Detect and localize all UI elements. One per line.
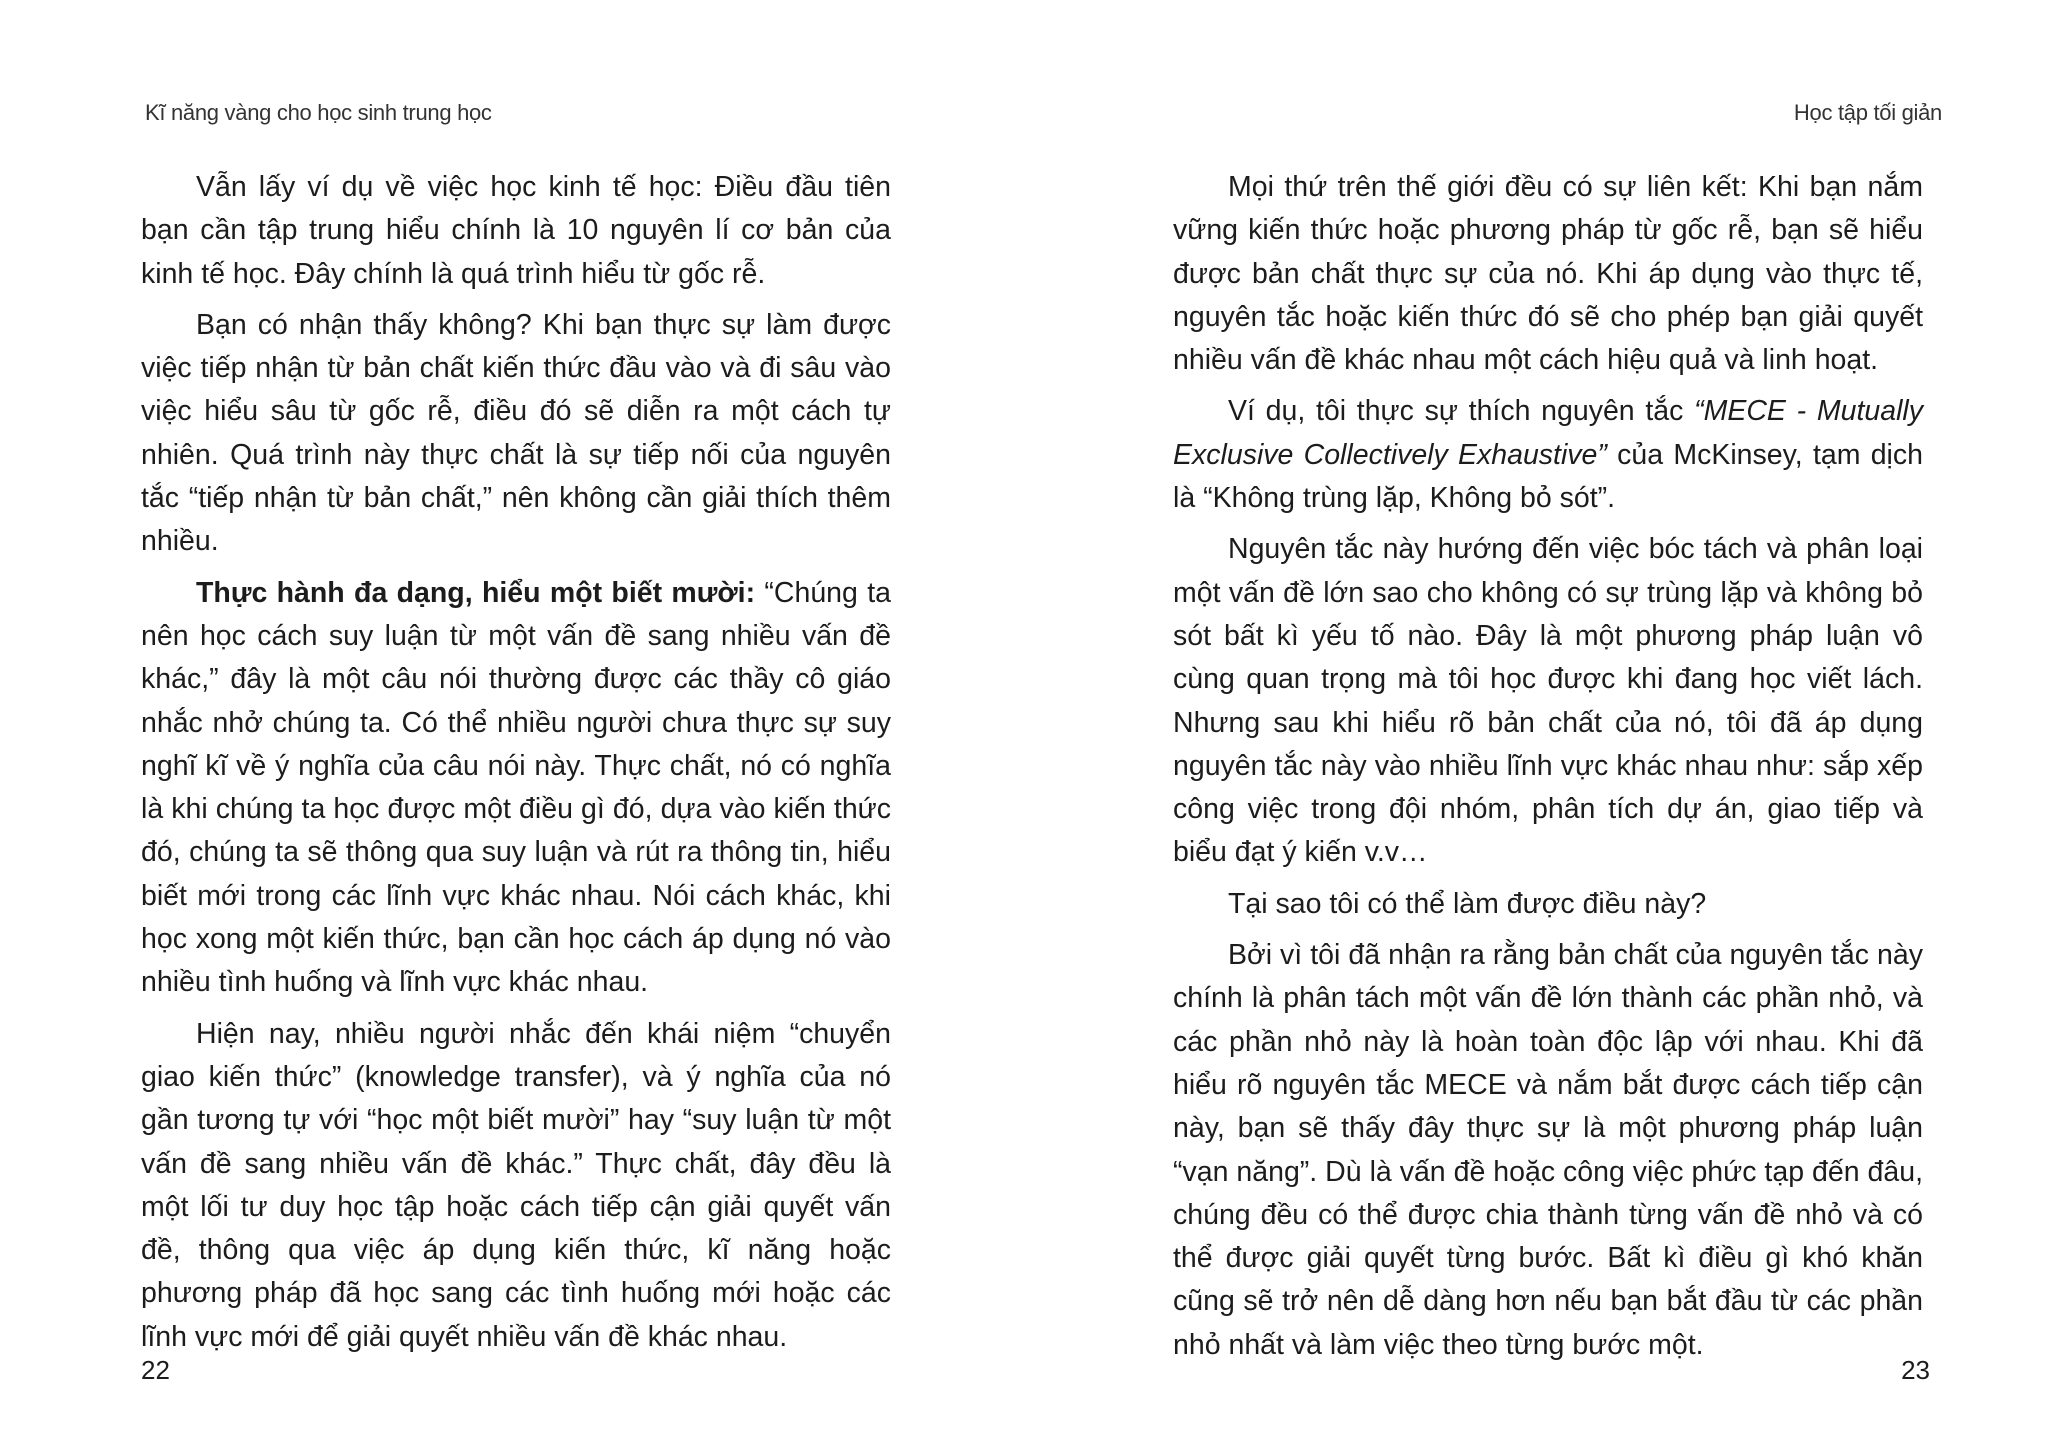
paragraph-bold-lead: Thực hành đa dạng, hiểu một biết mười: [196, 576, 756, 609]
paragraph: Tại sao tôi có thể làm được điều này? [1228, 887, 1707, 920]
running-head-right: Học tập tối giản [1793, 100, 1942, 125]
paragraph-italic-term: “MECE - Mutually Exclusive Collectively Exhaustive” [1173, 395, 1923, 471]
paragraph: Nguyên tắc này hướng đến việc bóc tách và phân loại một vấn đề lớn sao cho không có sự trùng lặp và không bỏ sót bất kì yếu tố nào. Đây là một phương pháp luận vô cùng quan trọng mà tôi học được khi đang học viết lách. Nhưng sau khi hiểu rõ bản chất của nó, tôi đã áp dụng nguyên tắc này vào nhiều lĩnh vực khác nhau như: sắp xếp công việc trong đội nhóm, phân tích dự án, giao tiếp và biểu đạt ý kiến v.v… [1173, 533, 1923, 869]
right-page [1024, 0, 2048, 1456]
body-text-left [141, 166, 891, 1359]
paragraph: Bởi vì tôi đã nhận ra rằng bản chất của nguyên tắc này chính là phân tách một vấn đề lớn thành các phần nhỏ, và các phần nhỏ này là hoàn toàn độc lập với nhau. Khi đã hiểu rõ nguyên tắc MECE và nắm bắt được cách tiếp cận này, bạn sẽ thấy đây thực sự là một phương pháp luận “vạn năng”. Dù là vấn đề hoặc công việc phức tạp đến đâu, chúng đều có thể được chia thành từng vấn đề nhỏ và có thể được giải quyết từng bước. Bất kì điều gì khó khăn cũng sẽ trở nên dễ dàng hơn nếu bạn bắt đầu từ các phần nhỏ nhất và làm việc theo từng bước một. [1173, 939, 1923, 1361]
page-number-right: 23 [1901, 1355, 1930, 1385]
paragraph [141, 572, 891, 1005]
paragraph-body: Ví dụ, tôi thực sự thích nguyên tắc [1228, 395, 1695, 428]
body-text-right [1173, 166, 1923, 1367]
paragraph: Hiện nay, nhiều người nhắc đến khái niệm “chuyển giao kiến thức” (knowledge transfer), và ý nghĩa của nó gần tương tự với “học một biết mười” hay “suy luận từ một vấn đề sang nhiều vấn đề khác.” Thực chất, đây đều là một lối tư duy học tập hoặc cách tiếp cận giải quyết vấn đề, thông qua việc áp dụng kiến thức, kĩ năng hoặc phương pháp đã học sang các tình huống mới hoặc các lĩnh vực mới để giải quyết nhiều vấn đề khác nhau. [141, 1017, 891, 1353]
running-head-left: Kĩ năng vàng cho học sinh trung học [145, 100, 492, 125]
page-number-left: 22 [141, 1355, 170, 1385]
paragraph-body: “Chúng ta nên học cách suy luận từ một vấn đề sang nhiều vấn đề khác,” đây là một câu nói thường được các thầy cô giáo nhắc nhở chúng ta. Có thể nhiều người chưa thực sự suy nghĩ kĩ về ý nghĩa của câu nói này. Thực chất, nó có nghĩa là khi chúng ta học được một điều gì đó, dựa vào kiến thức đó, chúng ta sẽ thông qua suy luận và rút ra thông tin, hiểu biết mới trong các lĩnh vực khác nhau. Nói cách khác, khi học xong một kiến thức, bạn cần học cách áp dụng nó vào nhiều tình huống và lĩnh vực khác nhau. [141, 576, 891, 999]
paragraph: Mọi thứ trên thế giới đều có sự liên kết: Khi bạn nắm vững kiến thức hoặc phương pháp từ gốc rễ, bạn sẽ hiểu được bản chất thực sự của nó. Khi áp dụng vào thực tế, nguyên tắc hoặc kiến thức đó sẽ cho phép bạn giải quyết nhiều vấn đề khác nhau một cách hiệu quả và linh hoạt. [1173, 171, 1923, 377]
paragraph: Vẫn lấy ví dụ về việc học kinh tế học: Điều đầu tiên bạn cần tập trung hiểu chính là 10 nguyên lí cơ bản của kinh tế học. Đây chính là quá trình hiểu từ gốc rễ. [141, 171, 891, 290]
paragraph: Bạn có nhận thấy không? Khi bạn thực sự làm được việc tiếp nhận từ bản chất kiến thức đầu vào và đi sâu vào việc hiểu sâu từ gốc rễ, điều đó sẽ diễn ra một cách tự nhiên. Quá trình này thực chất là sự tiếp nối của nguyên tắc “tiếp nhận từ bản chất,” nên không cần giải thích thêm nhiều. [141, 308, 891, 558]
paragraph [1173, 390, 1923, 520]
paragraph-body: của McKinsey, tạm dịch là “Không trùng lặp, Không bỏ sót”. [1173, 438, 1923, 515]
